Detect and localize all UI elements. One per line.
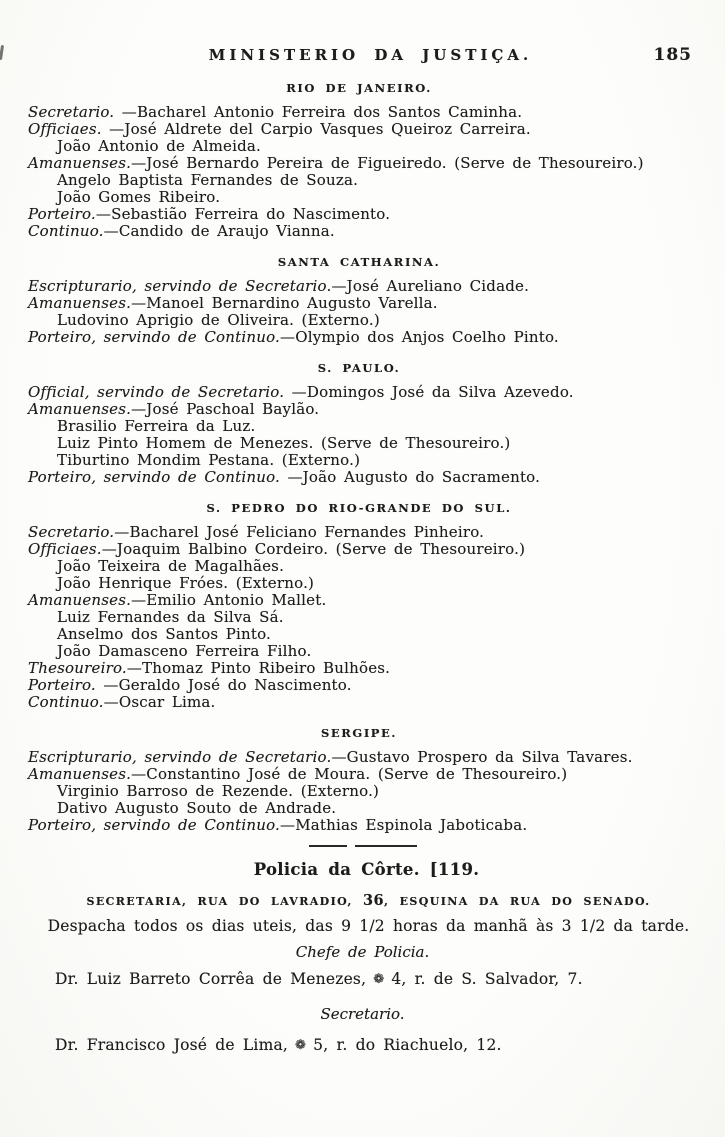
directory-entry-line — [28, 138, 690, 155]
directory-entry-line — [28, 206, 690, 223]
section-heading: SERGIPE. — [320, 726, 398, 740]
entry-text: Virginio Barroso de Rezende. (Externo.) — [57, 782, 380, 800]
entry-text: —José Aldrete del Carpio Vasques Queiroz Carreira. — [101, 120, 531, 138]
role-label: Officiaes. — [28, 540, 102, 558]
role-label: Official, servindo de Secretario. — [28, 383, 285, 401]
entry-text: João Henrique Fróes. (Externo.) — [57, 574, 315, 592]
directory-entry-line — [28, 223, 690, 240]
officer-address: 4, r. de S. Salvador, 7. — [391, 970, 583, 988]
entry-text: João Damasceno Ferreira Filho. — [57, 642, 312, 660]
order-rosette-icon: ❁ — [373, 972, 385, 987]
entry-text: —Manoel Bernardino Augusto Varella. — [131, 294, 438, 312]
directory-entry-line — [28, 172, 690, 189]
directory-entry-line — [28, 295, 690, 312]
directory-entry-line — [28, 401, 690, 418]
entry-text: —Bacharel Antonio Ferreira dos Santos Caminha. — [114, 103, 523, 121]
directory-entry-line — [28, 592, 690, 609]
directory-entry-line — [28, 609, 690, 626]
role-label: Thesoureiro. — [28, 659, 127, 677]
directory-entry-line — [28, 189, 690, 206]
policia-office-hours: Despacha todos os dias uteis, das 9 1/2 horas da manhã às 3 1/2 da tarde. — [47, 917, 690, 935]
directory-entry-line — [28, 524, 690, 541]
entry-text: Angelo Baptista Fernandes de Souza. — [57, 171, 359, 189]
directory-entry-line — [28, 312, 690, 329]
chefe-de-policia-entry — [0, 969, 725, 991]
role-label: Amanuenses. — [28, 400, 132, 418]
role-label: Amanuenses. — [28, 154, 132, 172]
entry-text: Ludovino Aprigio de Oliveira. (Externo.) — [57, 311, 380, 329]
directory-content — [28, 78, 690, 834]
section-heading: S. PEDRO DO RIO-GRANDE DO SUL. — [206, 501, 512, 515]
directory-entry-line — [28, 329, 690, 346]
secretario-heading: Secretario. — [320, 1005, 405, 1023]
order-rosette-icon: ❁ — [295, 1038, 307, 1053]
page-number: 185 — [653, 45, 692, 65]
entry-text: —Constantino José de Moura. (Serve de Thesoureiro.) — [131, 765, 568, 783]
directory-entry-line — [28, 104, 690, 121]
directory-entry-line — [28, 121, 690, 138]
role-label: Amanuenses. — [28, 591, 132, 609]
directory-entry-line — [28, 452, 690, 469]
entry-text: João Gomes Ribeiro. — [57, 188, 221, 206]
entry-text: Anselmo dos Santos Pinto. — [57, 625, 272, 643]
chefe-de-policia-heading: Chefe de Policia. — [295, 943, 430, 961]
entry-text: —Olympio dos Anjos Coelho Pinto. — [280, 328, 559, 346]
role-label: Officiaes. — [28, 120, 102, 138]
entry-text: João Antonio de Almeida. — [57, 137, 261, 155]
entry-text: —Oscar Lima. — [103, 693, 216, 711]
role-label: Porteiro, servindo de Continuo. — [28, 816, 281, 834]
directory-entry-line — [28, 469, 690, 486]
entry-text: —Domingos José da Silva Azevedo. — [284, 383, 574, 401]
entry-text: —Geraldo José do Nascimento. — [95, 676, 352, 694]
entry-text: —João Augusto do Sacramento. — [280, 468, 541, 486]
directory-entry-line — [28, 418, 690, 435]
directory-entry-line — [28, 694, 690, 711]
entry-text: —Bacharel José Feliciano Fernandes Pinheiro. — [114, 523, 485, 541]
policia-da-corte-section — [0, 860, 725, 1057]
secretario-entry — [0, 1035, 725, 1057]
divider-segment — [309, 845, 347, 847]
policia-title: Policia da Côrte. [119. — [253, 860, 480, 879]
role-label: Amanuenses. — [28, 294, 132, 312]
entry-text: Dativo Augusto Souto de Andrade. — [57, 799, 337, 817]
officer-name: Dr. Francisco José de Lima, — [55, 1036, 289, 1054]
entry-text: —José Paschoal Baylão. — [131, 400, 320, 418]
role-label: Amanuenses. — [28, 765, 132, 783]
address-text: , ESQUINA DA RUA DO SENADO. — [384, 895, 651, 908]
section-sergipe — [28, 726, 690, 834]
section-divider-rule — [0, 845, 725, 847]
entry-text: Tiburtino Mondim Pestana. (Externo.) — [57, 451, 361, 469]
directory-entry-line — [28, 435, 690, 452]
divider-segment — [355, 845, 417, 847]
entry-text: —Mathias Espinola Jaboticaba. — [280, 816, 528, 834]
directory-entry-line — [28, 575, 690, 592]
role-label: Porteiro, servindo de Continuo. — [28, 328, 281, 346]
entry-text: —José Aureliano Cidade. — [331, 277, 530, 295]
section-heading: RIO DE JANEIRO. — [286, 81, 432, 95]
directory-entry-line — [28, 783, 690, 800]
section-s-paulo — [28, 361, 690, 486]
directory-entry-line — [28, 626, 690, 643]
role-label: Continuo. — [28, 222, 104, 240]
directory-entry-line — [28, 155, 690, 172]
role-label: Secretario. — [28, 523, 115, 541]
entry-text: Brasilio Ferreira da Luz. — [57, 417, 256, 435]
section-heading: S. PAULO. — [317, 361, 401, 375]
role-label: Porteiro. — [28, 676, 96, 694]
policia-address — [6, 894, 725, 909]
entry-text: João Teixeira de Magalhães. — [57, 557, 285, 575]
page-header-title: MINISTERIO DA JUSTIÇA. — [208, 46, 533, 64]
directory-entry-line — [28, 660, 690, 677]
section-heading: SANTA CATHARINA. — [277, 255, 441, 269]
entry-text: —Candido de Araujo Vianna. — [103, 222, 335, 240]
entry-text: —Thomaz Pinto Ribeiro Bulhões. — [126, 659, 391, 677]
section-s-pedro-rio-grande-sul — [28, 501, 690, 711]
address-text: SECRETARIA, RUA DO LAVRADIO, — [86, 895, 363, 908]
entry-text: Luiz Pinto Homem de Menezes. (Serve de Thesoureiro.) — [57, 434, 511, 452]
role-label: Continuo. — [28, 693, 104, 711]
role-label: Porteiro, servindo de Continuo. — [28, 468, 281, 486]
entry-text: —José Bernardo Pereira de Figueiredo. (Serve de Thesoureiro.) — [131, 154, 644, 172]
section-santa-catharina — [28, 255, 690, 346]
directory-entry-line — [28, 766, 690, 783]
directory-entry-line — [28, 677, 690, 694]
role-label: Escripturario, servindo de Secretario. — [28, 277, 332, 295]
entry-text: —Gustavo Prospero da Silva Tavares. — [331, 748, 633, 766]
role-label: Porteiro. — [28, 205, 96, 223]
directory-entry-line — [28, 558, 690, 575]
directory-entry-line — [28, 800, 690, 817]
role-label: Secretario. — [28, 103, 115, 121]
entry-text: —Emilio Antonio Mallet. — [131, 591, 327, 609]
directory-entry-line — [28, 749, 690, 766]
directory-entry-line — [28, 541, 690, 558]
directory-entry-line — [28, 643, 690, 660]
entry-text: Luiz Fernandes da Silva Sá. — [57, 608, 284, 626]
page-header — [0, 46, 725, 66]
officer-name: Dr. Luiz Barreto Corrêa de Menezes, — [55, 970, 367, 988]
directory-entry-line — [28, 384, 690, 401]
officer-address: 5, r. do Riachuelo, 12. — [313, 1036, 502, 1054]
address-number: 36 — [362, 892, 385, 909]
entry-text: —Sebastião Ferreira do Nascimento. — [95, 205, 391, 223]
directory-entry-line — [28, 278, 690, 295]
entry-text: —Joaquim Balbino Cordeiro. (Serve de Thesoureiro.) — [101, 540, 526, 558]
role-label: Escripturario, servindo de Secretario. — [28, 748, 332, 766]
directory-entry-line — [28, 817, 690, 834]
section-rio-de-janeiro — [28, 81, 690, 240]
